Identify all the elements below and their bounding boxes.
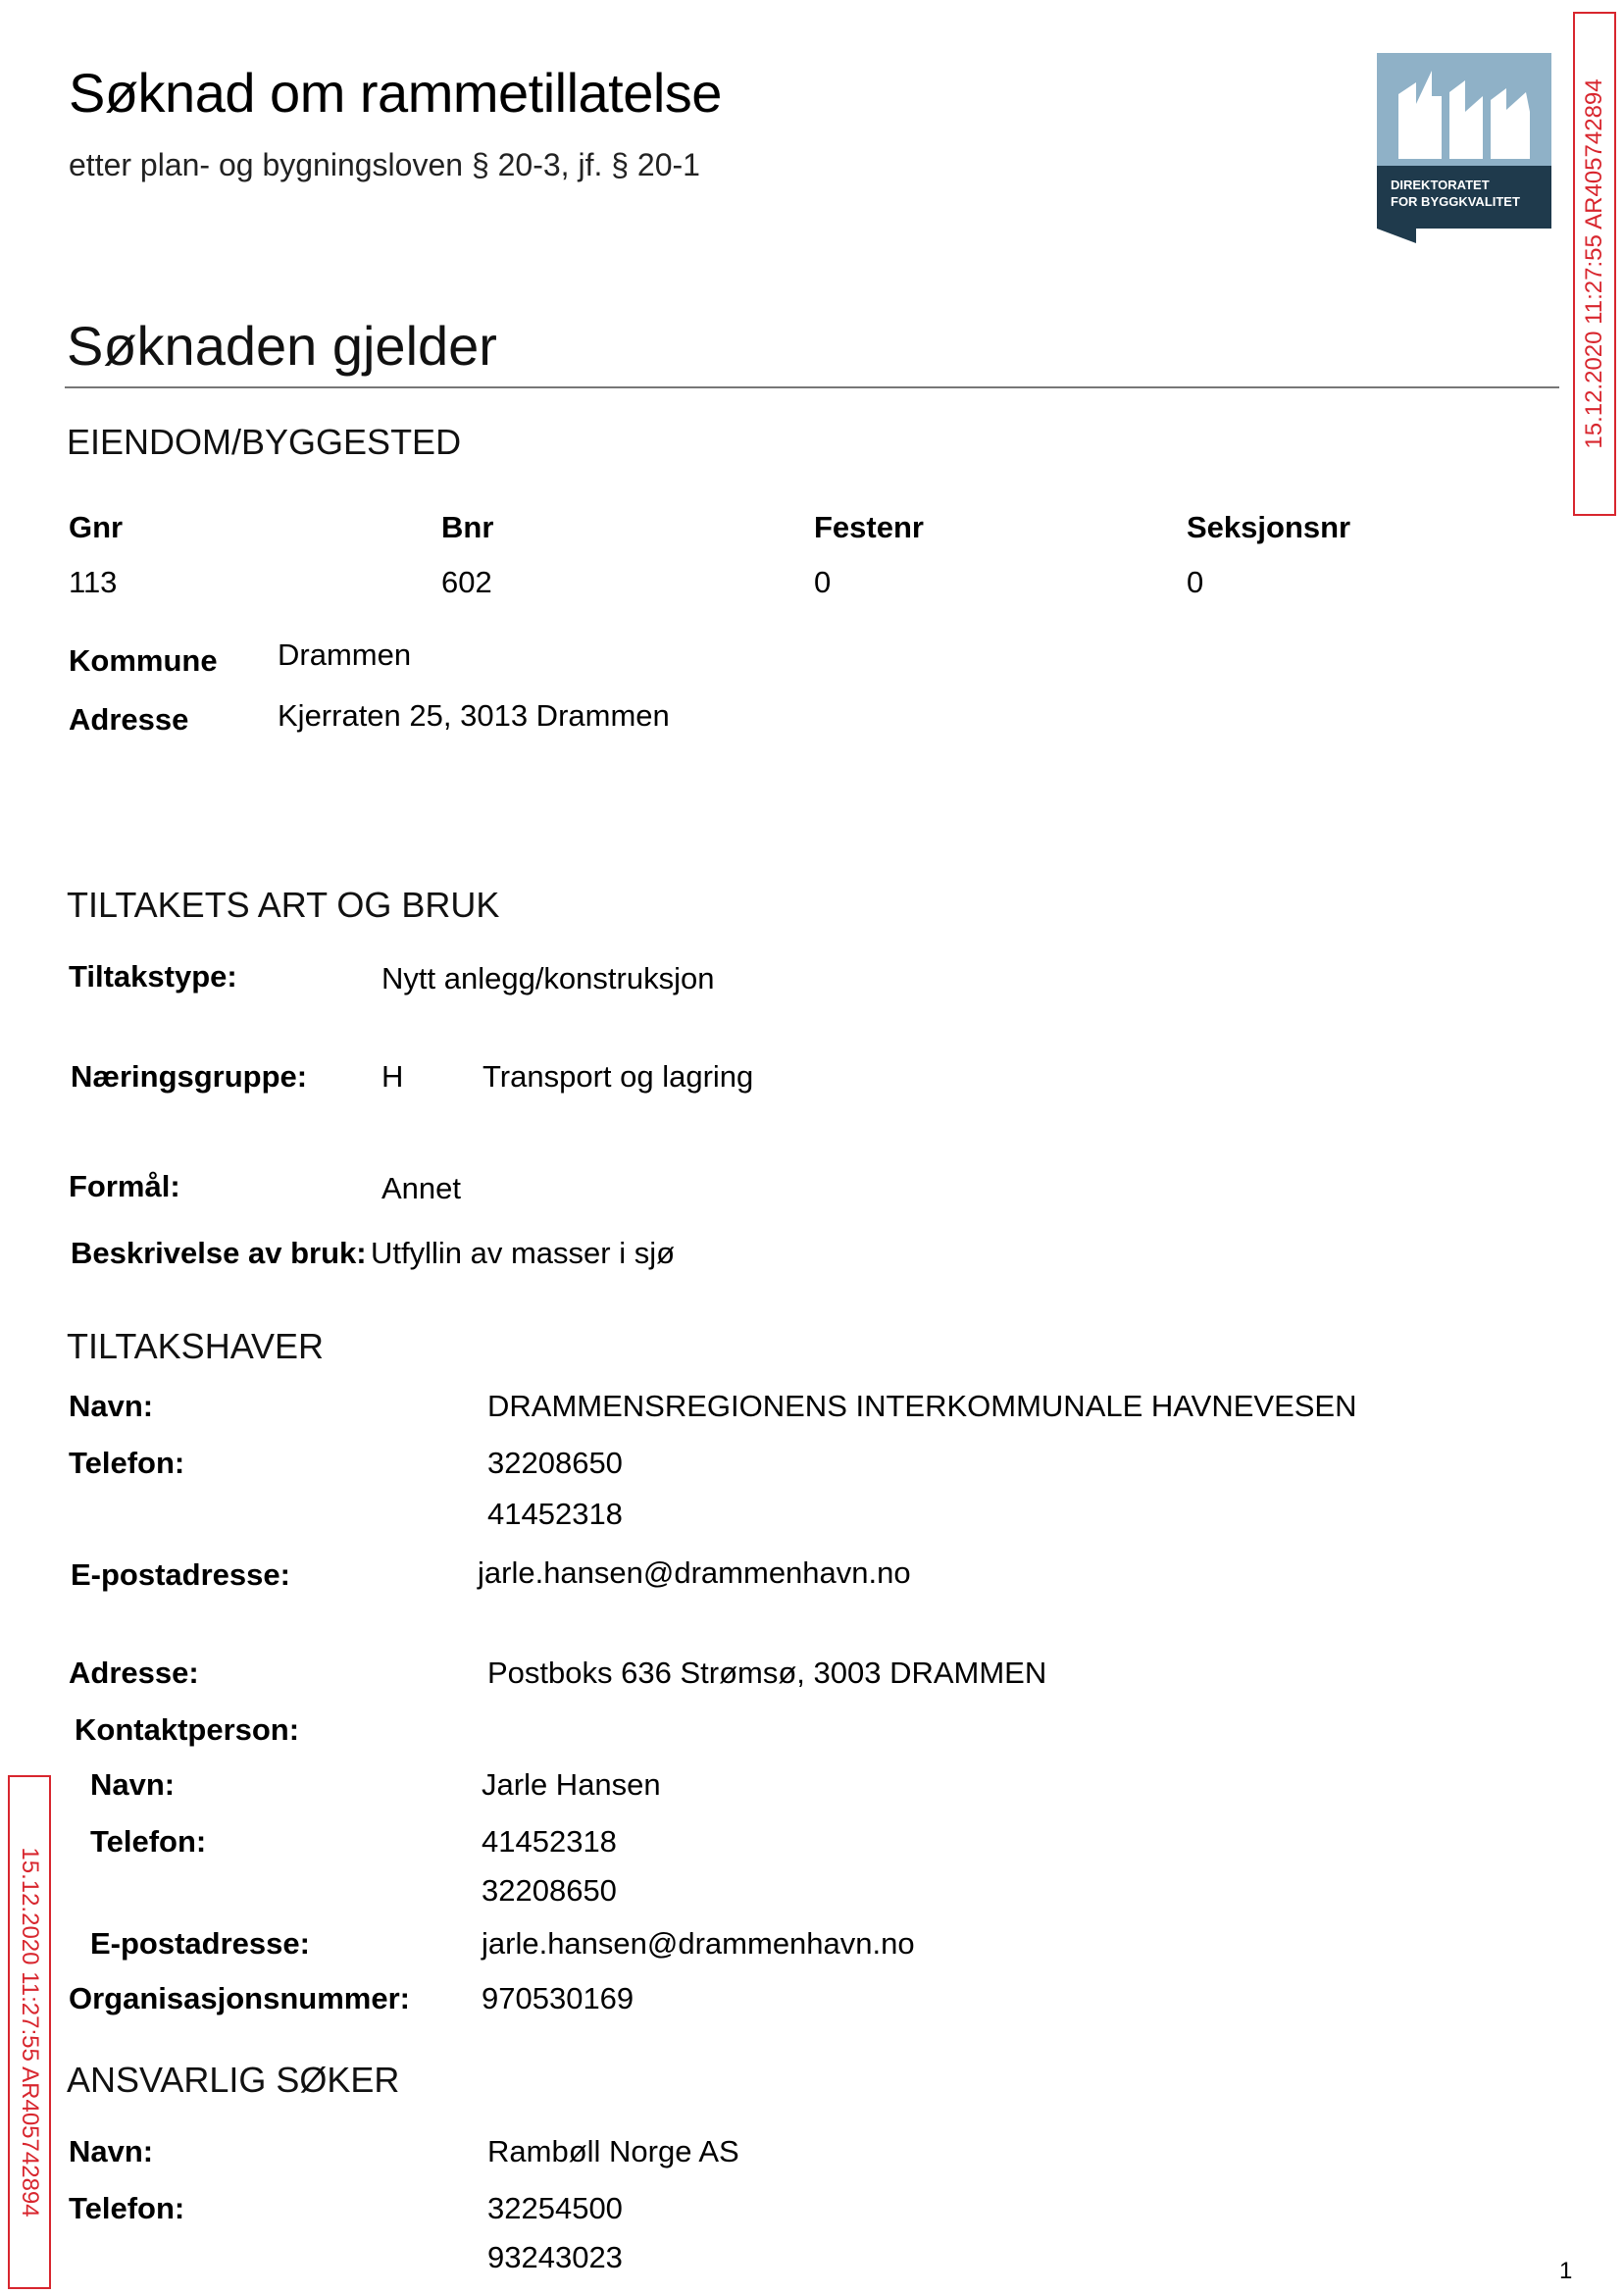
naeringsgruppe-code: H: [381, 1059, 404, 1094]
soker-telefon-label: Telefon:: [69, 2191, 185, 2225]
soker-telefon-2: 93243023: [487, 2240, 623, 2274]
kommune-value: Drammen: [278, 637, 412, 672]
naeringsgruppe-label: Næringsgruppe:: [71, 1059, 308, 1094]
beskrivelse-value: Utfyllin av masser i sjø: [371, 1236, 676, 1270]
formal-label: Formål:: [69, 1169, 180, 1203]
tiltakshaver-adresse-value: Postboks 636 Strømsø, 3003 DRAMMEN: [487, 1656, 1047, 1690]
svg-text:DIREKTORATET: DIREKTORATET: [1391, 178, 1490, 192]
tiltakshaver-navn-value: DRAMMENSREGIONENS INTERKOMMUNALE HAVNEVESEN: [487, 1389, 1357, 1423]
tiltak-heading: TILTAKETS ART OG BRUK: [67, 885, 500, 925]
dibk-logo: [1377, 53, 1551, 243]
kommune-label: Kommune: [69, 643, 218, 678]
orgnr-value: 970530169: [482, 1981, 634, 2015]
soker-navn-value: Rambøll Norge AS: [487, 2134, 739, 2168]
tiltakshaver-epost-label: E-postadresse:: [71, 1557, 290, 1592]
kontakt-telefon-1: 41452318: [482, 1824, 617, 1859]
svg-text:FOR BYGGKVALITET: FOR BYGGKVALITET: [1391, 194, 1520, 209]
tiltakshaver-telefon-1: 32208650: [487, 1446, 623, 1480]
page-title: Søknad om rammetillatelse: [69, 62, 722, 124]
naeringsgruppe-value: Transport og lagring: [482, 1059, 754, 1094]
soker-telefon-1: 32254500: [487, 2191, 623, 2225]
tiltakshaver-epost-value: jarle.hansen@drammenhavn.no: [478, 1555, 911, 1590]
kontakt-navn-value: Jarle Hansen: [482, 1767, 661, 1802]
formal-value: Annet: [381, 1171, 462, 1205]
ansvarlig-soker-heading: ANSVARLIG SØKER: [67, 2060, 400, 2100]
receipt-stamp-left: [8, 1775, 51, 2289]
festenr-label: Festenr: [814, 510, 924, 544]
tiltakshaver-heading: TILTAKSHAVER: [67, 1326, 325, 1366]
gnr-value: 113: [69, 565, 118, 599]
tiltakstype-value: Nytt anlegg/konstruksjon: [381, 961, 715, 995]
seksjonsnr-value: 0: [1187, 565, 1204, 599]
bnr-value: 602: [441, 565, 492, 599]
beskrivelse-label: Beskrivelse av bruk:: [71, 1236, 367, 1270]
eiendom-heading: EIENDOM/BYGGESTED: [67, 422, 462, 462]
gnr-label: Gnr: [69, 510, 124, 544]
stamp-text: 15.12.2020 11:27:55 AR405742894: [17, 1847, 43, 2218]
tiltakshaver-adresse-label: Adresse:: [69, 1656, 199, 1690]
soker-navn-label: Navn:: [69, 2134, 154, 2168]
tiltakshaver-navn-label: Navn:: [69, 1389, 154, 1423]
tiltakshaver-telefon-2: 41452318: [487, 1497, 623, 1531]
stamp-text: 15.12.2020 11:27:55 AR405742894: [1581, 78, 1607, 449]
kontakt-telefon-label: Telefon:: [90, 1824, 207, 1859]
page-number: 1: [1559, 2258, 1573, 2284]
seksjonsnr-label: Seksjonsnr: [1187, 510, 1351, 544]
kontakt-epost-label: E-postadresse:: [90, 1926, 310, 1961]
bnr-label: Bnr: [441, 510, 494, 544]
adresse-label: Adresse: [69, 702, 189, 737]
adresse-value: Kjerraten 25, 3013 Drammen: [278, 698, 670, 733]
section-divider: [65, 386, 1559, 388]
receipt-stamp-right: [1573, 12, 1616, 516]
page-subtitle: etter plan- og bygningsloven § 20-3, jf. § 20-1: [69, 147, 700, 182]
tiltakstype-label: Tiltakstype:: [69, 959, 237, 994]
section-title: Søknaden gjelder: [67, 315, 497, 377]
kontakt-navn-label: Navn:: [90, 1767, 176, 1802]
kontakt-telefon-2: 32208650: [482, 1873, 617, 1908]
tiltakshaver-telefon-label: Telefon:: [69, 1446, 185, 1480]
orgnr-label: Organisasjonsnummer:: [69, 1981, 410, 2015]
kontaktperson-label: Kontaktperson:: [75, 1712, 300, 1747]
festenr-value: 0: [814, 565, 832, 599]
kontakt-epost-value: jarle.hansen@drammenhavn.no: [482, 1926, 915, 1961]
